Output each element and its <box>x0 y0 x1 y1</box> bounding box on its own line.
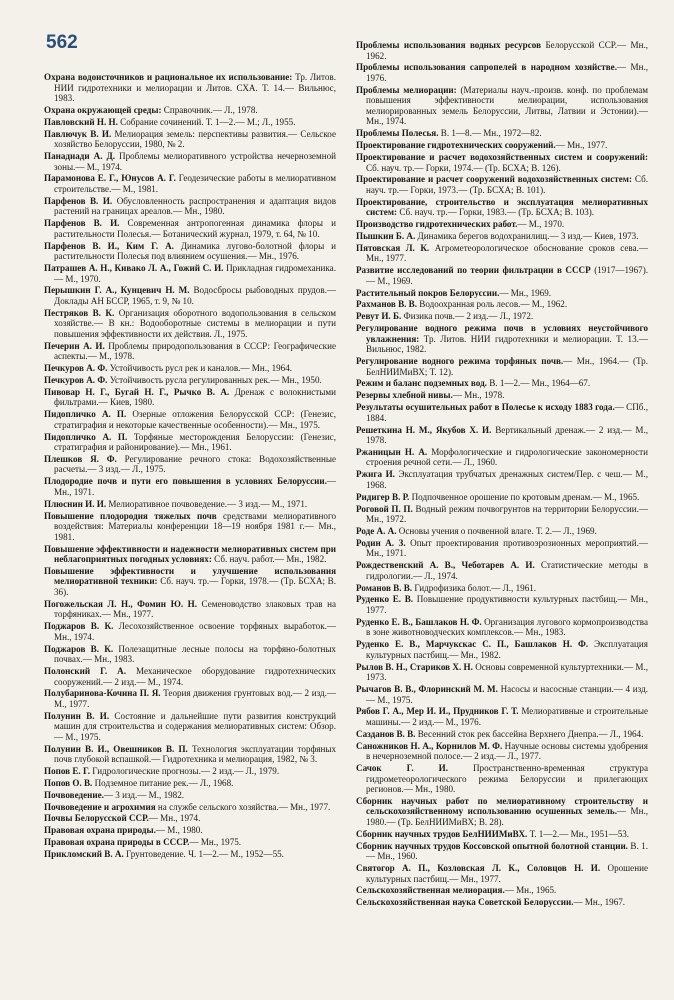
entry-text: Т. 1—2.— Мн., 1951—53. <box>527 828 630 839</box>
entry-author: Полубаринова-Кочина П. Я. <box>44 688 161 699</box>
bibliography-entry <box>44 813 336 824</box>
entry-author: Полунин В. И. <box>44 710 110 721</box>
entry-author: Роде А. А. <box>356 525 397 536</box>
bibliography-entry <box>356 378 648 389</box>
bibliography-entry <box>356 538 648 559</box>
entry-text: — Мн., 1975. <box>189 837 242 848</box>
bibliography-entry <box>44 666 336 687</box>
bibliography-entry <box>356 152 648 173</box>
entry-author: Проектирование и расчет водохозяйственных систем и сооружений: <box>356 151 648 162</box>
bibliography-entry <box>356 885 648 896</box>
entry-text: Проблемы природопользования в СССР: Географические аспекты.— М., 1978. <box>54 340 336 362</box>
entry-text: Мелиорация земель: перспективы развития.— Сельское хозяйство Белоруссии, 1980, № 2. <box>54 128 336 150</box>
entry-text: Водоохранная роль лесов.— М., 1962. <box>417 299 568 310</box>
entry-author: Парфенов В. И. <box>44 218 120 229</box>
bibliography-entry <box>356 863 648 884</box>
entry-text: Мелиоративные и строительные машины.— 2 изд.— М., 1976. <box>366 706 648 727</box>
bibliography-entry <box>44 511 336 543</box>
entry-author: Охрана водоисточников и рациональное их использование: <box>44 72 293 82</box>
bibliography-entry <box>44 802 336 813</box>
bibliography-entry <box>356 741 648 762</box>
entry-author: Производство гидротехнических работ. <box>356 219 518 230</box>
entry-author: Руденко Е. В., Башлаков Н. Ф. <box>356 616 482 627</box>
bibliography-entry <box>356 243 648 264</box>
entry-author: Проблемы мелиорации: <box>356 84 457 95</box>
entry-author: Полунин В. И., Овешников В. П. <box>44 743 188 754</box>
entry-text: Механическое оборудование гидротехнических сооружений.— 2 изд.— М., 1974. <box>54 666 336 687</box>
entry-author: Растительный покров Белоруссии. <box>356 287 500 298</box>
entry-author: Рябов Г. А., Мер И. И., Прудников Г. Т. <box>356 706 519 717</box>
entry-text: Агрометеорологическое обоснование сроков сева.— Мн., 1977. <box>366 242 648 264</box>
bibliography-entry <box>44 72 336 104</box>
page-number: 562 <box>46 32 78 53</box>
bibliography-entry <box>356 288 648 299</box>
entry-author: Печкуров А. Ф. <box>44 374 108 385</box>
entry-author: Сельскохозяйственная мелиорация. <box>356 885 505 896</box>
entry-author: Сборник научных трудов Коссовской опытной болотной станции. <box>356 840 628 851</box>
bibliography-entry <box>356 311 648 322</box>
entry-author: Печерин А. И. <box>44 340 105 351</box>
entry-author: Плодородие почв и пути его повышения в условиях Белоруссии. <box>44 476 327 487</box>
bibliography-entry <box>356 197 648 218</box>
bibliography-entry <box>44 599 336 620</box>
bibliography-entry <box>44 285 336 306</box>
entry-text: Современная антропогенная динамика флоры и растительности Полесья.— Ботанический журнал, 1979, т. 64, № 10. <box>54 218 336 239</box>
entry-text: — Мн., 1978. <box>452 390 505 401</box>
entry-text: Пространственно-временная структура гидрометеорологического режима Белоруссии и прилегающих регионов.— Мн., 1980. <box>366 762 648 795</box>
entry-text: Состояние и дальнейшие пути развития конструкций машин для строительства и содержания мелиоративных систем: Обзор.— М., 1975. <box>54 710 336 742</box>
entry-author: Почвоведение. <box>44 789 104 800</box>
bibliography-entry <box>44 263 336 284</box>
entry-author: Ржига И. <box>356 469 395 480</box>
bibliography-entry <box>356 469 648 490</box>
bibliography-entry <box>356 706 648 727</box>
entry-author: Пидопличко А. П. <box>44 431 128 442</box>
entry-author: Регулирование водного режима торфяных почв. <box>356 356 564 367</box>
bibliography-entry <box>44 566 336 598</box>
bibliography-entry <box>356 763 648 795</box>
entry-author: Поджаров В. К. <box>44 621 114 632</box>
entry-author: Плешков Я. Ф. <box>44 453 117 464</box>
bibliography-entry <box>44 644 336 665</box>
entry-text: — М., 1980. <box>155 825 203 836</box>
entry-text: — 3 изд.— М., 1982. <box>103 789 185 800</box>
entry-author: Повышение эффективности и надежности мелиоративных систем при неблагоприятных погодных условиях: <box>44 543 336 565</box>
entry-author: Павловский Н. Н. <box>44 116 118 127</box>
entry-text: Опыт проектирования противоэрозионных мероприятий.— Мн., 1971. <box>366 537 649 559</box>
bibliography-entry <box>44 308 336 340</box>
entry-author: Саножников Н. А., Корнилов М. Ф. <box>356 740 503 751</box>
entry-author: Развитие исследований по теории фильтрации в СССР <box>356 265 591 276</box>
entry-text: Тр. Литов. НИИ гидротехники и мелиорации и Литов. СХА. Т. 14.— Вильнюс, 1983. <box>54 72 336 104</box>
left-column <box>44 72 336 861</box>
entry-text: Белорусской ССР.— Мн., 1962. <box>366 40 648 61</box>
entry-author: Попов Е. Г. <box>44 766 91 777</box>
bibliography-entry <box>356 174 648 195</box>
bibliography-entry <box>44 363 336 374</box>
bibliography-entry <box>356 526 648 537</box>
bibliography-entry <box>356 583 648 594</box>
entry-author: Сельскохозяйственная наука Советской Белоруссии. <box>356 897 574 908</box>
entry-author: Романов В. В. <box>356 582 413 593</box>
bibliography-entry <box>356 617 648 638</box>
entry-text: Статистические методы в гидрологии.— Л., 1974. <box>366 560 648 581</box>
entry-text: Лесохозяйственное освоение торфяных выработок.— Мн., 1974. <box>54 621 336 642</box>
entry-text: Орошение культурных пастбищ.— Мн., 1977. <box>366 863 648 884</box>
entry-text: — Мн., 1974. <box>148 813 201 824</box>
entry-text: Эксплуатация трубчатых дренажных систем/Пер. с чеш.— М., 1968. <box>366 469 649 490</box>
entry-author: Регулирование водного режима почв в условиях неустойчивого увлажнения: <box>356 323 648 344</box>
entry-author: Проблемы использования водных ресурсов <box>356 40 541 50</box>
entry-author: Погожельская Л. Н., Фомин Ю. Н. <box>44 598 197 609</box>
bibliography-entry <box>356 639 648 660</box>
entry-author: Плюснин И. И. <box>44 498 107 509</box>
bibliography-entry <box>356 299 648 310</box>
bibliography-entry <box>356 829 648 840</box>
bibliography-entry <box>356 796 648 828</box>
entry-text: Физика почв.— 2 изд.— Л., 1972. <box>401 311 534 322</box>
entry-author: Сборник научных трудов БелНИИМиВХ. <box>356 828 528 839</box>
entry-author: Рычагов В. В., Флоринский М. М. <box>356 683 498 694</box>
entry-text: Динамика лугово-болотной флоры и растительности Полесья под влиянием осушения.— Мн., 1976. <box>54 240 336 262</box>
entry-author: Рождественский А. В., Чеботарев А. И. <box>356 560 535 571</box>
bibliography-entry <box>356 402 648 423</box>
entry-author: Пестряков В. К. <box>44 307 115 318</box>
entry-text: Весенний сток рек бассейна Верхнего Днепра.— Л., 1964. <box>415 728 644 739</box>
bibliography-entry <box>44 499 336 510</box>
entry-author: Правовая охрана природы. <box>44 825 156 836</box>
bibliography-entry <box>356 390 648 401</box>
entry-text: — Мн., 1967. <box>573 897 626 908</box>
entry-author: Ревут И. Б. <box>356 311 402 322</box>
entry-author: Почвоведение и агрохимия <box>44 801 156 812</box>
entry-text: на службе сельского хозяйства.— Мн., 1977. <box>155 801 331 812</box>
entry-text: Теория движения грунтовых вод.— 2 изд.— М., 1977. <box>54 688 336 709</box>
entry-text: Гидрофизика болот.— Л., 1961. <box>412 582 537 593</box>
entry-author: Родин А. З. <box>356 537 406 548</box>
entry-author: Пышкин Б. А. <box>356 230 416 241</box>
bibliography-entry <box>44 849 336 860</box>
entry-text: Водосбросы рыбоводных прудов.— Доклады АН БССР, 1965, т. 9, № 10. <box>54 285 336 306</box>
bibliography-entry <box>44 409 336 430</box>
entry-author: Парфенов В. И., Ким Г. А. <box>44 240 174 251</box>
bibliography-entry <box>356 492 648 503</box>
entry-text: Проблемы мелиоративного устройства нечерноземной зоны.— М., 1974. <box>54 151 336 172</box>
bibliography-entry <box>356 128 648 139</box>
entry-author: Повышение эффективности и улучшение использования мелиоративной техники: <box>44 565 336 587</box>
bibliography-entry <box>356 323 648 355</box>
bibliography-entry <box>356 594 648 615</box>
entry-author: Охрана окружающей среды: <box>44 104 162 115</box>
entry-text: Мелиоративное почвоведение.— 3 изд.— М., 1971. <box>106 498 308 509</box>
entry-author: Решеткина Н. М., Якубов Х. И. <box>356 424 492 435</box>
entry-text: Сб. науч. тр.— Горки, 1974.— (Тр. БСХА; В. 126). <box>366 162 561 173</box>
bibliography-entry <box>44 375 336 386</box>
bibliography-entry <box>356 140 648 151</box>
entry-text: Регулирование речного стока: Водохозяйственные расчеты.— 3 изд.— Л., 1975. <box>54 453 336 475</box>
entry-text: В. 1.— Мн., 1960. <box>366 840 648 862</box>
entry-text: Организация лугового кормопроизводства в зоне животноводческих комплексов.— Мн., 1983. <box>366 616 648 638</box>
entry-author: Сазданов В. В. <box>356 728 416 739</box>
bibliography-entry <box>44 778 336 789</box>
bibliography-entry <box>356 447 648 468</box>
entry-text: Гидрологические прогнозы.— 2 изд.— Л., 1979. <box>90 766 280 777</box>
entry-text: В. 1—2.— Мн., 1964—67. <box>486 378 591 389</box>
bibliography-entry <box>356 62 648 83</box>
entry-text: Тр. Литов. НИИ гидротехники и мелиорации. Т. 13.— Вильнюс, 1982. <box>366 333 648 355</box>
entry-text: — М., 1970. <box>517 219 565 230</box>
entry-text: Эксплуатация культурных пастбищ.— Мн., 1982. <box>366 639 648 660</box>
bibliography-entry <box>44 196 336 217</box>
bibliography-entry <box>356 40 648 61</box>
entry-author: Рылов В. Н., Стариков Х. Н. <box>356 661 473 672</box>
bibliography-entry <box>44 621 336 642</box>
entry-text: В. 1—8.— Мн., 1972—82. <box>438 128 542 139</box>
entry-author: Проблемы Полесья. <box>356 128 439 139</box>
entry-text: Насосы и насосные станции.— 4 изд.— М., 1975. <box>366 683 648 705</box>
entry-text: — Мн., 1980.— (Тр. БелНИИМиВХ; В. 28). <box>366 806 648 828</box>
entry-author: Парфенов В. И. <box>44 195 113 206</box>
entry-author: Печкуров А. Ф. <box>44 363 108 374</box>
entry-text: Прикладная гидромеханика.— М., 1970. <box>54 262 336 284</box>
bibliography-entry <box>44 387 336 408</box>
entry-author: Пятовская Л. К. <box>356 242 430 253</box>
entry-text: Технология эксплуатации торфяных почв глубокой вспашкой.— Гидротехника и мелиорация, 1982, № 3. <box>54 743 336 765</box>
bibliography-entry <box>356 356 648 377</box>
bibliography-entry <box>44 105 336 116</box>
right-column <box>356 40 648 909</box>
bibliography-entry <box>44 825 336 836</box>
bibliography-entry <box>44 837 336 848</box>
bibliography-entry <box>44 218 336 239</box>
entry-text: — Мн., 1977. <box>555 140 608 151</box>
bibliography-entry <box>356 231 648 242</box>
entry-author: Поджаров В. К. <box>44 643 114 654</box>
entry-text: Грунтоведение. Ч. 1—2.— М., 1952—55. <box>123 849 284 860</box>
entry-text: Торфяные месторождения Белоруссии: (Генезис, стратиграфия и районирование).— Мн., 1961. <box>54 431 336 453</box>
bibliography-entry <box>44 476 336 497</box>
entry-author: Руденко Е. В. <box>356 594 414 605</box>
bibliography-entry <box>356 85 648 127</box>
entry-text: средствами мелиоративного воздействия: Материалы конференции 18—19 ноября 1981 г.— Мн., 1981. <box>54 510 336 542</box>
entry-text: Подземное питание рек.— Л., 1968. <box>92 777 234 788</box>
bibliography-entry <box>44 744 336 765</box>
entry-text: — Мн., 1965. <box>504 885 557 896</box>
bibliography-entry <box>356 897 648 908</box>
bibliography-entry <box>356 841 648 862</box>
bibliography-entry <box>44 173 336 194</box>
entry-author: Повышение плодородия тяжелых почв <box>44 510 217 521</box>
entry-text: Справочник.— Л., 1978. <box>161 104 258 115</box>
entry-text: — Мн., 1971. <box>54 476 336 497</box>
bibliography-entry <box>356 684 648 705</box>
entry-text: Собрание сочинений. Т. 1—2.— М.; Л., 1955. <box>117 116 296 127</box>
entry-author: Резервы хлебной нивы. <box>356 390 453 401</box>
bibliography-entry <box>44 790 336 801</box>
entry-author: Прикломский В. А. <box>44 849 124 860</box>
bibliography-entry <box>356 729 648 740</box>
entry-text: — Мн., 1964.— (Тр. БелНИИМиВХ; Т. 12). <box>366 356 649 377</box>
entry-author: Полонский Г. А. <box>44 666 127 676</box>
entry-text: Устойчивость русл рек и каналов.— Мн., 1964. <box>107 363 293 374</box>
entry-author: Патрашев А. Н., Кивако Л. А., Гожий С. И. <box>44 262 224 273</box>
bibliography-entry <box>356 504 648 525</box>
bibliography-entry <box>356 560 648 581</box>
entry-author: Результаты осушительных работ в Полесье к исходу 1883 года. <box>356 402 615 413</box>
entry-author: Роговой П. П. <box>356 503 413 514</box>
entry-author: Руденко Е. В., Марчукскас С. П., Башлаков Н. Ф. <box>356 639 589 650</box>
entry-text: Сб. науч. работ.— Мн., 1982. <box>211 554 327 565</box>
bibliography-entry <box>356 662 648 683</box>
entry-author: Сачок Г. И. <box>356 762 448 773</box>
entry-text: Устойчивость русла регулированных рек.— Мн., 1950. <box>107 374 322 385</box>
entry-text: Озерные отложения Белорусской ССР: (Генезис, стратиграфия и некоторые качественные особенности).— Мн., 1975. <box>54 409 336 430</box>
bibliography-entry <box>44 544 336 565</box>
bibliography-entry <box>44 341 336 362</box>
bibliography-entry <box>356 425 648 446</box>
entry-author: Проблемы использования сапропелей в народном хозяйстве. <box>356 62 617 73</box>
entry-text: Морфологические и гидрологические закономерности строения речной сети.— Л., 1960. <box>366 446 648 468</box>
entry-text: Повышение продуктивности культурных пастбищ.— Мн., 1977. <box>366 594 648 615</box>
bibliography-entry <box>44 454 336 475</box>
entry-author: Ржаницын Н. А. <box>356 446 428 457</box>
entry-text: (Материалы науч.-произв. конф. по проблемам повышения эффективности мелиорации, использования мелиорированных земель Белоруссии, Литвы, Латвии и Эстонии).— Мн., 1974. <box>366 84 648 127</box>
bibliography-entry <box>44 117 336 128</box>
entry-text: Сб. науч. тр.— Горки, 1983.— (Тр. БСХА; В. 103). <box>397 207 595 218</box>
entry-author: Ридигер В. Р. <box>356 491 410 502</box>
entry-author: Почвы Белорусской ССР. <box>44 813 149 824</box>
entry-author: Парамонова Е. Г., Юнусов А. Г. <box>44 173 176 184</box>
entry-text: Подпочвенное орошение по кротовым дренам.— М., 1965. <box>409 491 640 502</box>
entry-text: Сб. науч. тр.— Горки, 1978.— (Тр. БСХА; В. 36). <box>54 576 336 597</box>
entry-text: Сб. науч. тр.— Горки, 1973.— (Тр. БСХА; В. 101). <box>366 174 648 195</box>
entry-author: Пивовар Н. Г., Бугай Н. Г., Рычко В. А. <box>44 386 230 397</box>
bibliography-entry <box>356 219 648 230</box>
entry-author: Панадиади А. Д. <box>44 151 116 162</box>
entry-text: Вертикальный дренаж.— 2 изд.— М., 1978. <box>366 424 648 446</box>
entry-text: Водный режим почвогрунтов на территории Белоруссии.— Мн., 1972. <box>366 503 648 525</box>
entry-text: — Мн., 1976. <box>366 62 648 83</box>
entry-text: Семеноводство злаковых трав на торфяниках.— Мн., 1977. <box>54 598 336 620</box>
entry-author: Павлючук В. И. <box>44 128 112 139</box>
entry-text: — СПб., 1884. <box>366 402 648 423</box>
entry-author: Режим и баланс подземных вод. <box>356 378 487 389</box>
entry-text: — Мн., 1969. <box>499 287 552 298</box>
bibliography-entry <box>44 432 336 453</box>
entry-text: Научные основы системы удобрения в нечерноземной полосе.— 2 изд.— Л., 1977. <box>366 740 648 762</box>
entry-text: Полезащитные лесные полосы на торфяно-болотных почвах.— Мн., 1983. <box>54 643 336 665</box>
bibliography-entry <box>44 151 336 172</box>
entry-text: Организация оборотного водопользования в сельском хозяйстве.— В кн.: Водооборотные системы в мелиорации и пути повышения эффективности их действия. Л., 1975. <box>54 307 336 339</box>
entry-text: Обусловленность распространения и адаптация видов растений на границах ареалов.— Мн., 1980. <box>54 195 336 217</box>
entry-text: Основы современной культуртехники.— М., 1973. <box>366 661 648 683</box>
entry-author: Пидопличко А. П. <box>44 409 127 420</box>
bibliography-entry <box>44 766 336 777</box>
entry-author: Перышкин Г. А., Кунцевич Н. М. <box>44 285 190 296</box>
bibliography-entry <box>356 265 648 286</box>
entry-author: Рахманов В. В. <box>356 299 418 310</box>
bibliography-entry <box>44 241 336 262</box>
entry-author: Проектирование и расчет сооружений водохозяйственных систем: <box>356 174 632 185</box>
bibliography-entry <box>44 129 336 150</box>
entry-author: Проектирование, строительство и эксплуатация мелиоративных систем: <box>356 196 648 218</box>
entry-text: Основы учения о почвенной влаге. Т. 2.— Л., 1969. <box>396 525 597 536</box>
entry-author: Правовая охрана природы в СССР. <box>44 837 190 848</box>
entry-author: Проектирование гидротехнических сооружений. <box>356 140 556 151</box>
entry-text: Динамика берегов водохранилищ.— 3 изд.— Киев, 1973. <box>415 230 639 241</box>
entry-text: Дренаж с волокнистыми фильтрами.— Киев, 1980. <box>54 386 336 408</box>
bibliography-entry <box>44 688 336 709</box>
entry-author: Сборник научных работ по мелиоративному строительству и сельскохозяйственному использованию осушенных земель. <box>356 795 648 817</box>
entry-author: Святогор А. П., Козловская Л. К., Соловцов Н. И. <box>356 863 601 874</box>
entry-author: Попов О. В. <box>44 777 93 788</box>
bibliography-entry <box>44 711 336 743</box>
entry-text: Геодезические работы в мелиоративном строительстве.— М., 1981. <box>54 173 337 194</box>
entry-text: (1917—1967).— М., 1969. <box>366 265 648 286</box>
